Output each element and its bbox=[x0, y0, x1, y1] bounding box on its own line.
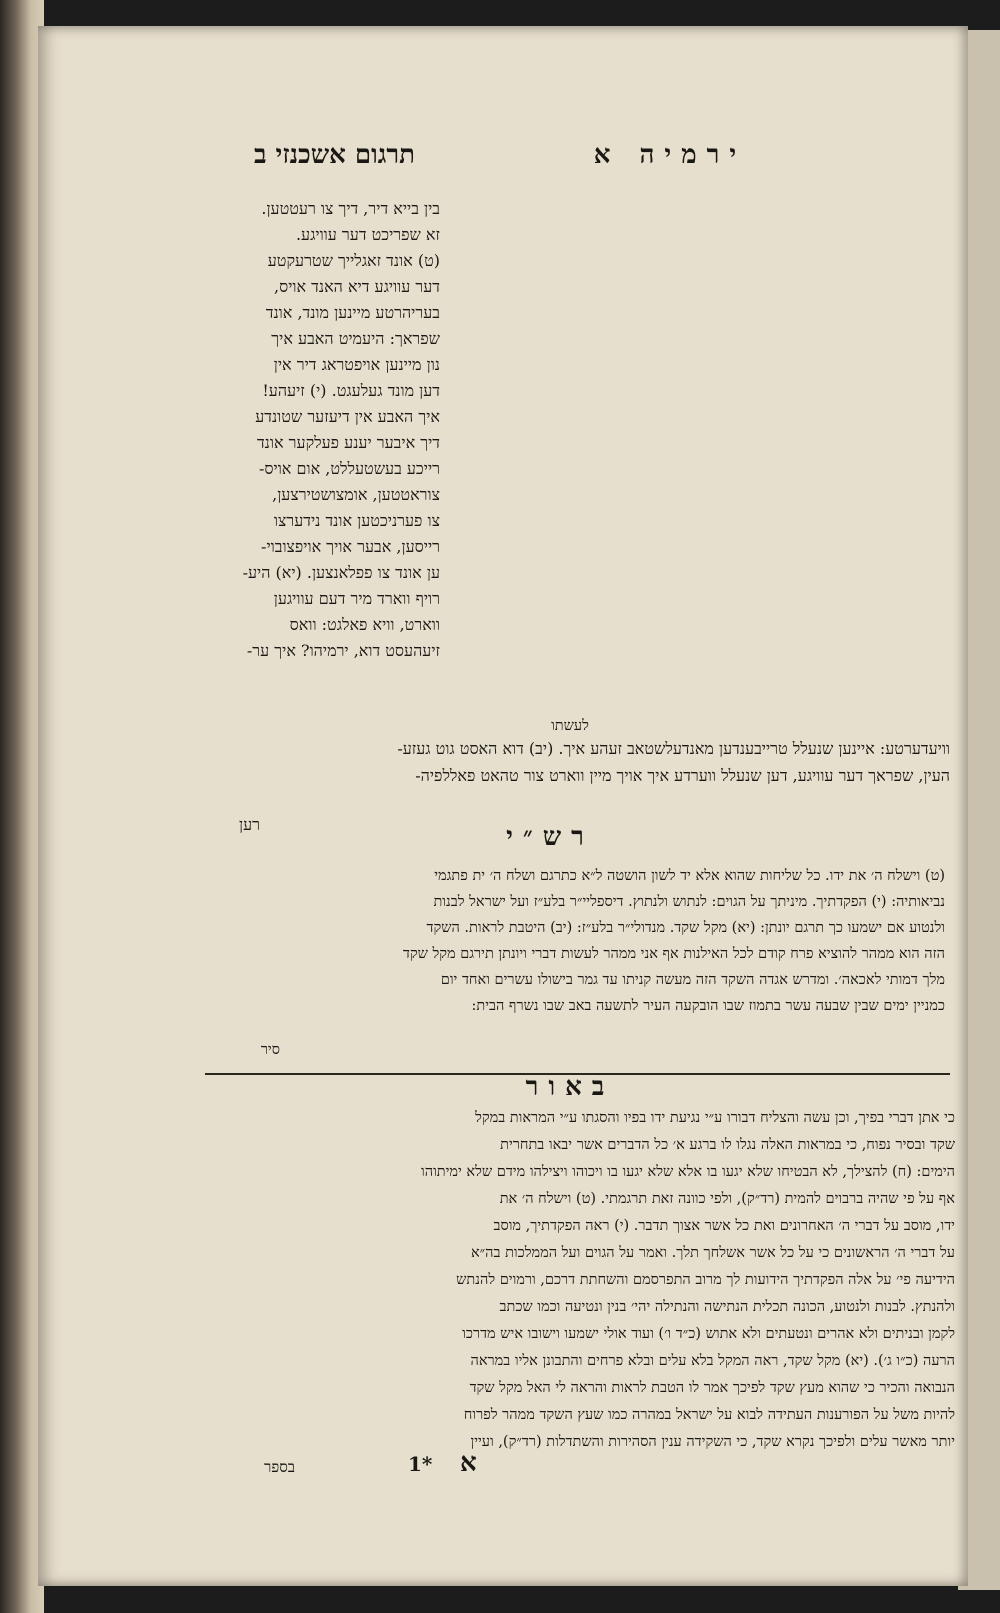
translation-continuation-line: העין, שפראך דער עוויגע, דען שנעלל ווערדע איך אויך מיין ווארט צור טהאט פאללפיה- bbox=[415, 766, 950, 785]
biur-line: יותר מאשר עלים ולפיכך נקרא שקד, כי השקידה ענין הסהירות והשתדלות (רד״ק), ועיין bbox=[470, 1434, 955, 1450]
translation-line: בעריהרטע מיינען מונד, אונד bbox=[265, 303, 440, 322]
translation-line: איך האבע אין דיעזער שטונדע bbox=[255, 407, 440, 426]
translation-line: צוראטטען, אומצושטירצען, bbox=[272, 485, 440, 504]
rashi-heading: רש״י bbox=[506, 822, 594, 852]
footer-catchword: בספר bbox=[264, 1458, 295, 1476]
translation-line: דער עוויגע דיא האנד אויס, bbox=[274, 277, 440, 296]
translation-continuation-line: וויעדערטע: איינען שנעלל טרייבענדען מאנדעלשטאב זעהע איך. (יב) דוא האסט גוט געזע- bbox=[397, 739, 950, 758]
translation-line: זיעהעסט דוא, ירמיהו? איך ער- bbox=[246, 641, 440, 660]
biur-line: לקמן ובניתים ולא אהרים ונטעתים ולא אתוש (כ״ד ו׳) ועוד אולי ישמעו וישובו איש מדרכו bbox=[462, 1326, 955, 1342]
translation-line: נון מיינען אויפטראג דיר אין bbox=[273, 355, 440, 374]
translation-line: דען מונד געלעגט. (י) זיעהע! bbox=[262, 381, 440, 400]
signature-letter: א bbox=[460, 1448, 477, 1478]
biur-line: שקד ובסיר נפוח, כי במראות האלה נגלו לו ברגע א׳ כל הדברים אשר יבאו בתחרית bbox=[500, 1137, 955, 1153]
hebrew-catchword: לעשתו bbox=[551, 718, 589, 734]
rashi-line: נביאותיה: (י) הפקדתיך. מיניתך על הגוים: לנתוש ולנתוץ. דיספליי״ר בלע״ז ועל ישראל לבנות bbox=[433, 894, 945, 910]
rashi-line: הזה הוא ממהר להוציא פרח קודם לכל האילנות אף אני ממהר לעשות דברי ויונתן תירגם מקל שקד bbox=[402, 946, 945, 962]
translation-line: רייסען, אבער אויך אויפצובוי- bbox=[261, 537, 440, 556]
column-title: תרגום אשכנזי ב bbox=[253, 140, 415, 170]
rashi-line: מלך דמותי לאכאה׳. ומדרש אגדה השקד הזה מעשה קניתו עד גמר בישולו עשרים ואחד יום bbox=[440, 972, 945, 988]
translation-line: (ט) אונד זאגלייך שטרעקטע bbox=[267, 251, 440, 270]
page-title: ירמיה א bbox=[593, 140, 747, 170]
biur-line: אף על פי שהיה ברבוים להמית (רד״ק), ולפי כוונה זאת תרגמתי. (ט) וישלח ה׳ את bbox=[499, 1191, 955, 1207]
biur-line: ידו, מוסב על דברי ה׳ האחרונים ואת כל אשר אצוך תדבר. (י) ראה הפקדתיך, מוסב bbox=[493, 1218, 955, 1234]
biur-line: על דברי ה׳ הראשונים כי על כל אשר אשלחך תלך. ואמר על הגוים ועל הממלכות בה״א bbox=[470, 1245, 955, 1261]
rashi-line: כמניין ימים שבין שבעה עשר בתמוז שבו הובקעה העיר לתשעה באב שבו נשרף הבית: bbox=[471, 998, 945, 1014]
rashi-line: ולנטוע אם ישמעו כך תרגם יונתן: (יא) מקל שקד. מנדולי״ר בלע״ז: (יב) היטבת לראות. השקד bbox=[426, 920, 945, 936]
translation-line: רויף ווארד מיר דעם עוויגען bbox=[273, 589, 440, 608]
translation-line: בין בייא דיר, דיך צו רעטטען. bbox=[261, 199, 440, 218]
biur-line: כי אתן דברי בפיך, וכן עשה והצליח דבורו ע״י נגיעת ידו בפיו והסגתו ע״י המראות במקל bbox=[475, 1110, 955, 1126]
biur-heading: באור bbox=[525, 1072, 615, 1102]
biur-line: ולהנתץ. לבנות ולנטוע, הכונה תכלית הנתישה והנתילה יהי׳ בנין ונטיעה וכמו שכתב bbox=[499, 1299, 955, 1315]
rashi-catchword: סיר bbox=[260, 1042, 280, 1058]
translation-line: רייכע בעשטעללט, אום אויס- bbox=[259, 459, 440, 478]
biur-line: הרעה (כ״ו ג׳). (יא) מקל שקד, ראה המקל בלא עלים ובלא פרחים והתבונן אליו במראה bbox=[470, 1353, 955, 1369]
translation-line: ווארט, וויא פאלגט: וואס bbox=[289, 615, 440, 634]
translation-line: ען אונד צו פפלאנצען. (יא) היע- bbox=[242, 563, 440, 582]
biur-line: הידיעה פי׳ על אלה הפקדתיך הידועות לך מרוב התפרסמם והשחתת דרכם, ורמוים להנתש bbox=[456, 1272, 955, 1288]
translation-line: שפראך: היעמיט האבע איך bbox=[271, 329, 440, 348]
biur-line: להיות משל על הפורענות העתידה לבוא על ישראל במהרה כמו שעץ השקד ממהר לפרוח bbox=[463, 1407, 955, 1423]
rashi-line: (ט) וישלח ה׳ את ידו. כל שליחות שהוא אלא יד לשון הושטה ל״א כתרגם ושלח ה׳ ית פתגמי bbox=[434, 868, 945, 884]
translation-line: צו פערניכטען אונד נידערצו bbox=[273, 511, 440, 530]
biur-line: הימים: (ח) להצילך, לא הבטיחו שלא יגעו בו אלא שלא יגעו בו ויכוהו ויצילהו מידם שלא ימיתוהו bbox=[421, 1164, 955, 1180]
translation-continuation-line: רען bbox=[239, 815, 260, 834]
translation-line: דיך איבער יענע פעלקער אונד bbox=[256, 433, 440, 452]
signature-number: 1* bbox=[408, 1452, 433, 1476]
biur-line: הנבואה והכיר כי שהוא מעץ שקד לפיכך אמר לו הטבת לראות והראה לי האל מקל שקד bbox=[469, 1380, 955, 1396]
translation-line: זא שפריכט דער עוויגע. bbox=[295, 225, 440, 244]
